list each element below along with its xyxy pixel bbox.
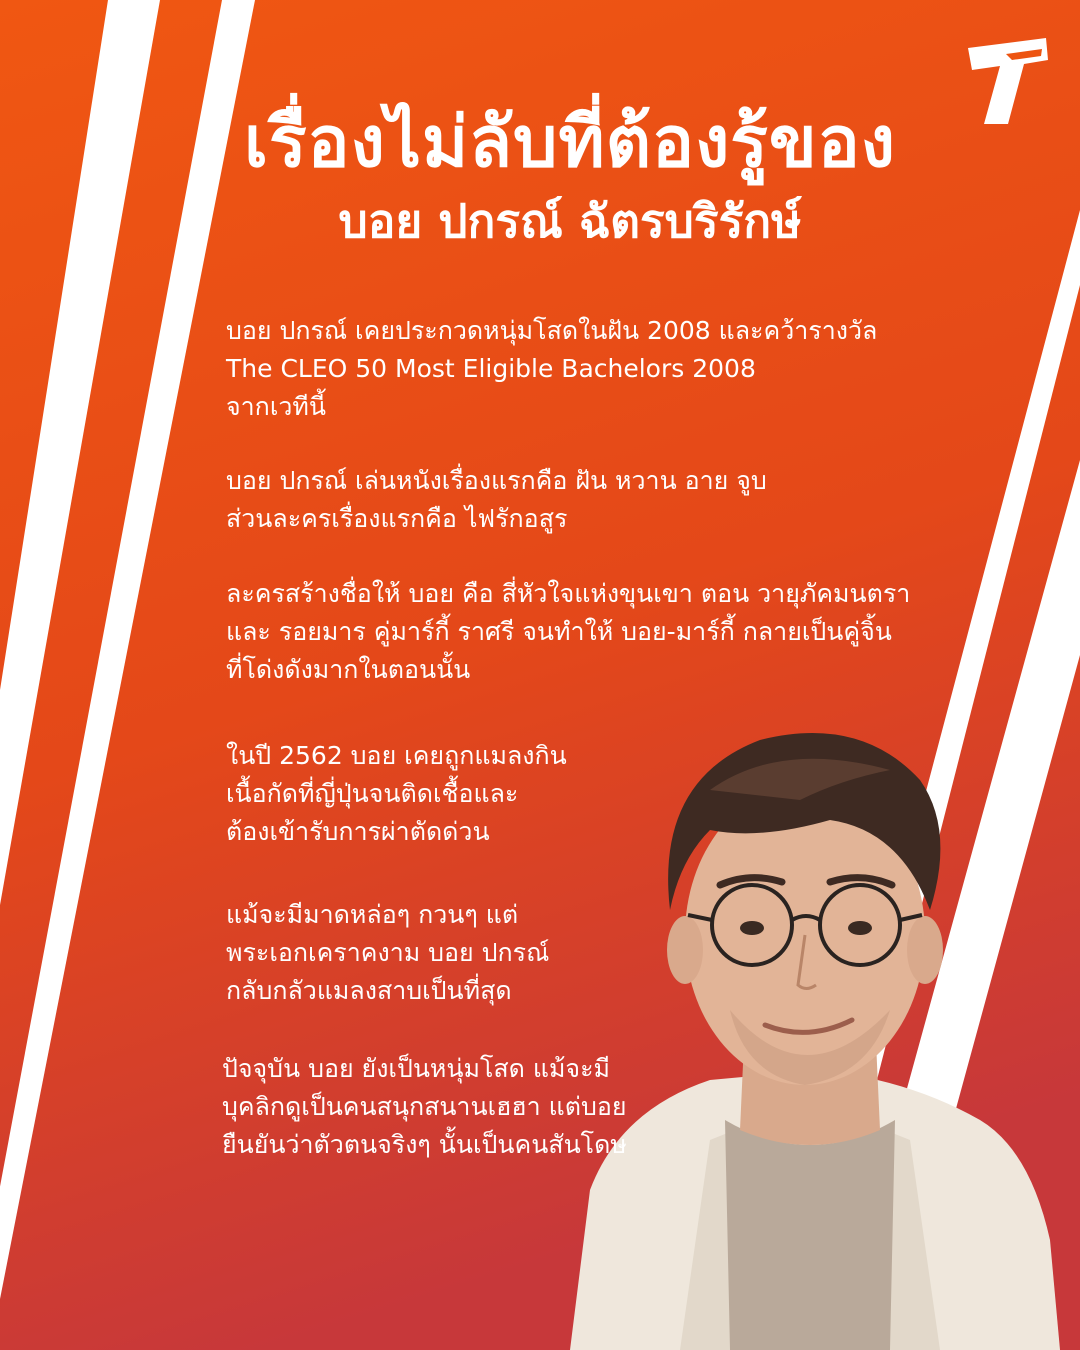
fact-4-line-1: ในปี 2562 บอย เคยถูกแมลงกิน <box>226 741 567 770</box>
fact-2-line-2: ส่วนละครเรื่องแรกคือ ไฟรักอสูร <box>226 504 568 533</box>
fact-5-line-1: แม้จะมีมาดหล่อๆ กวนๆ แต่ <box>226 900 519 929</box>
fact-3-line-2: และ รอยมาร คู่มาร์กี้ ราศรี จนทำให้ บอย-มาร์กี้ กลายเป็นคู่จิ้น <box>226 617 892 646</box>
fact-5-line-3: กลับกลัวแมลงสาบเป็นที่สุด <box>226 976 512 1005</box>
fact-paragraph-3 <box>226 575 910 689</box>
fact-4-line-2: เนื้อกัดที่ญี่ปุ่นจนติดเชื้อและ <box>226 779 519 808</box>
page-title: เรื่องไม่ลับที่ต้องรู้ของ <box>244 101 896 183</box>
fact-paragraph-4 <box>226 737 567 851</box>
fact-2-line-1: บอย ปกรณ์ เล่นหนังเรื่องแรกคือ ฝัน หวาน อาย จูบ <box>226 466 767 495</box>
fact-paragraph-1 <box>226 312 877 426</box>
fact-3-line-1: ละครสร้างชื่อให้ บอย คือ สี่หัวใจแห่งขุนเขา ตอน วายุภัคมนตรา <box>226 579 911 608</box>
fact-6-line-1: ปัจจุบัน บอย ยังเป็นหนุ่มโสด แม้จะมี <box>222 1054 610 1083</box>
fact-1-line-3: จากเวทีนี้ <box>226 392 326 421</box>
fact-paragraph-2 <box>226 462 767 538</box>
fact-1-line-1: บอย ปกรณ์ เคยประกวดหนุ่มโสดในฝัน 2008 และคว้ารางวัล <box>226 316 878 345</box>
fact-3-line-3: ที่โด่งดังมากในตอนนั้น <box>226 655 471 684</box>
portrait-photo <box>560 720 1060 1350</box>
fact-5-line-2: พระเอกเคราคงาม บอย ปกรณ์ <box>226 938 550 967</box>
fact-4-line-3: ต้องเข้ารับการผ่าตัดด่วน <box>226 817 490 846</box>
page-subtitle: บอย ปกรณ์ ฉัตรบริรักษ์ <box>338 194 802 248</box>
fact-6-line-3: ยืนยันว่าตัวตนจริงๆ นั้นเป็นคนสันโดษ <box>222 1130 627 1159</box>
fact-1-line-2: The CLEO 50 Most Eligible Bachelors 2008 <box>226 354 756 383</box>
fact-paragraph-5 <box>226 896 549 1010</box>
fact-paragraph-6 <box>222 1050 627 1164</box>
fact-6-line-2: บุคลิกดูเป็นคนสนุกสนานเฮฮา แต่บอย <box>222 1092 627 1121</box>
